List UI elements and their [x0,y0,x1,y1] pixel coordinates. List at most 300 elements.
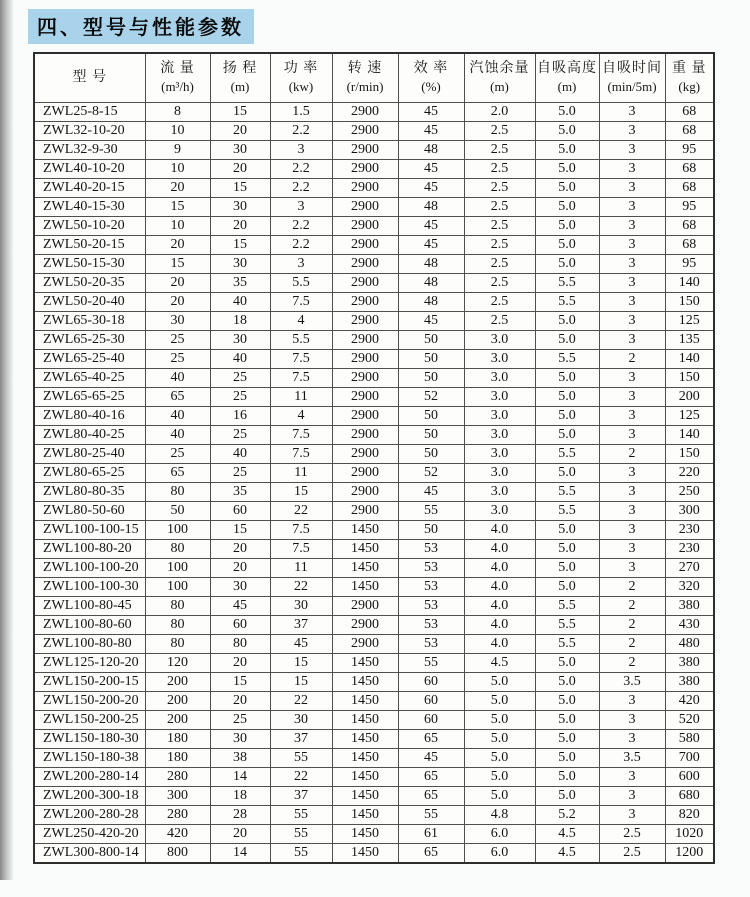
cell-head: 40 [210,445,270,464]
cell-efficiency: 60 [398,692,464,711]
cell-head: 35 [210,483,270,502]
cell-npsh: 2.5 [464,255,535,274]
cell-head: 40 [210,293,270,312]
table-row [34,255,714,274]
cell-weight: 1200 [665,844,714,864]
cell-flow-rate: 65 [145,388,210,407]
cell-weight: 68 [665,217,714,236]
cell-npsh: 2.0 [464,103,535,122]
cell-head: 14 [210,768,270,787]
cell-weight: 680 [665,787,714,806]
cell-self-priming-height: 5.0 [535,160,599,179]
cell-model: ZWL80-80-35 [34,483,145,502]
cell-flow-rate: 20 [145,274,210,293]
cell-head: 30 [210,730,270,749]
table-row [34,483,714,502]
cell-power: 7.5 [270,350,332,369]
cell-weight: 140 [665,426,714,445]
cell-npsh: 5.0 [464,749,535,768]
cell-weight: 600 [665,768,714,787]
cell-efficiency: 50 [398,426,464,445]
cell-self-priming-time: 3 [599,464,665,483]
cell-self-priming-time: 3 [599,198,665,217]
cell-efficiency: 60 [398,673,464,692]
cell-weight: 150 [665,369,714,388]
cell-model: ZWL100-80-60 [34,616,145,635]
cell-speed: 2900 [332,483,398,502]
cell-self-priming-height: 5.0 [535,654,599,673]
cell-self-priming-height: 5.0 [535,217,599,236]
cell-self-priming-height: 5.0 [535,255,599,274]
column-header [464,53,535,103]
cell-speed: 1450 [332,844,398,864]
cell-self-priming-time: 3 [599,255,665,274]
cell-self-priming-height: 5.0 [535,426,599,445]
cell-flow-rate: 20 [145,179,210,198]
column-label: 型 号 [72,69,107,85]
cell-model: ZWL200-280-14 [34,768,145,787]
cell-self-priming-height: 5.0 [535,141,599,160]
cell-npsh: 2.5 [464,293,535,312]
cell-power: 30 [270,711,332,730]
column-header [34,53,145,103]
cell-model: ZWL40-20-15 [34,179,145,198]
cell-power: 2.2 [270,179,332,198]
cell-speed: 1450 [332,521,398,540]
cell-efficiency: 52 [398,388,464,407]
cell-weight: 68 [665,160,714,179]
cell-model: ZWL80-25-40 [34,445,145,464]
cell-head: 25 [210,711,270,730]
cell-flow-rate: 80 [145,483,210,502]
cell-model: ZWL50-10-20 [34,217,145,236]
table-row [34,236,714,255]
column-label: 功 率 [283,61,319,77]
column-label: 扬 程 [222,61,258,77]
cell-model: ZWL40-10-20 [34,160,145,179]
cell-flow-rate: 200 [145,673,210,692]
cell-flow-rate: 20 [145,236,210,255]
cell-speed: 2900 [332,464,398,483]
cell-model: ZWL150-180-30 [34,730,145,749]
cell-self-priming-time: 2.5 [599,825,665,844]
cell-efficiency: 53 [398,616,464,635]
column-header [332,53,398,103]
cell-self-priming-time: 3 [599,502,665,521]
cell-head: 14 [210,844,270,864]
cell-flow-rate: 300 [145,787,210,806]
cell-flow-rate: 25 [145,350,210,369]
cell-self-priming-time: 3 [599,521,665,540]
cell-npsh: 4.5 [464,654,535,673]
cell-flow-rate: 20 [145,293,210,312]
cell-power: 5.5 [270,331,332,350]
cell-head: 15 [210,103,270,122]
cell-self-priming-height: 5.0 [535,559,599,578]
cell-self-priming-height: 5.0 [535,103,599,122]
cell-power: 22 [270,768,332,787]
cell-speed: 1450 [332,806,398,825]
cell-self-priming-height: 5.0 [535,179,599,198]
cell-self-priming-height: 5.2 [535,806,599,825]
cell-npsh: 3.0 [464,407,535,426]
cell-weight: 580 [665,730,714,749]
table-head [34,53,714,103]
cell-npsh: 2.5 [464,141,535,160]
table-row [34,217,714,236]
cell-weight: 150 [665,293,714,312]
cell-self-priming-height: 5.0 [535,236,599,255]
cell-weight: 125 [665,312,714,331]
cell-speed: 2900 [332,217,398,236]
cell-npsh: 2.5 [464,179,535,198]
cell-npsh: 3.0 [464,445,535,464]
cell-npsh: 3.0 [464,350,535,369]
cell-head: 18 [210,312,270,331]
table-row [34,426,714,445]
cell-self-priming-time: 3 [599,730,665,749]
column-header [145,53,210,103]
cell-efficiency: 50 [398,407,464,426]
cell-self-priming-height: 5.5 [535,445,599,464]
cell-self-priming-time: 3 [599,312,665,331]
cell-self-priming-height: 5.5 [535,635,599,654]
cell-self-priming-time: 2 [599,654,665,673]
cell-self-priming-height: 5.0 [535,711,599,730]
cell-efficiency: 50 [398,445,464,464]
cell-flow-rate: 280 [145,806,210,825]
cell-self-priming-time: 3 [599,559,665,578]
cell-flow-rate: 25 [145,331,210,350]
cell-speed: 1450 [332,540,398,559]
cell-power: 37 [270,787,332,806]
cell-flow-rate: 40 [145,369,210,388]
cell-npsh: 5.0 [464,673,535,692]
cell-weight: 140 [665,350,714,369]
table-row [34,464,714,483]
table-row [34,160,714,179]
cell-weight: 250 [665,483,714,502]
cell-efficiency: 55 [398,502,464,521]
cell-npsh: 4.0 [464,540,535,559]
cell-self-priming-time: 3 [599,160,665,179]
cell-self-priming-height: 5.0 [535,692,599,711]
cell-model: ZWL65-25-30 [34,331,145,350]
table-row [34,616,714,635]
table-row [34,768,714,787]
cell-efficiency: 45 [398,122,464,141]
cell-power: 7.5 [270,540,332,559]
column-label: 重 量 [672,61,707,77]
table-row [34,445,714,464]
cell-self-priming-height: 5.5 [535,502,599,521]
cell-model: ZWL100-100-20 [34,559,145,578]
cell-flow-rate: 10 [145,160,210,179]
cell-npsh: 2.5 [464,122,535,141]
cell-self-priming-time: 3 [599,217,665,236]
header-row [34,53,714,103]
cell-weight: 270 [665,559,714,578]
cell-flow-rate: 10 [145,217,210,236]
cell-head: 25 [210,426,270,445]
table-row [34,179,714,198]
cell-model: ZWL200-280-28 [34,806,145,825]
cell-model: ZWL125-120-20 [34,654,145,673]
cell-power: 7.5 [270,521,332,540]
cell-model: ZWL65-40-25 [34,369,145,388]
cell-npsh: 3.0 [464,502,535,521]
cell-flow-rate: 200 [145,692,210,711]
cell-self-priming-time: 3 [599,388,665,407]
cell-self-priming-height: 5.0 [535,198,599,217]
cell-speed: 1450 [332,825,398,844]
cell-self-priming-height: 5.0 [535,122,599,141]
cell-self-priming-height: 5.0 [535,369,599,388]
cell-model: ZWL200-300-18 [34,787,145,806]
cell-power: 15 [270,654,332,673]
cell-power: 1.5 [270,103,332,122]
cell-head: 60 [210,502,270,521]
cell-model: ZWL32-9-30 [34,141,145,160]
cell-power: 7.5 [270,293,332,312]
cell-head: 25 [210,388,270,407]
column-header [665,53,714,103]
cell-speed: 1450 [332,711,398,730]
cell-efficiency: 60 [398,711,464,730]
cell-self-priming-height: 5.0 [535,312,599,331]
cell-efficiency: 45 [398,312,464,331]
cell-efficiency: 53 [398,635,464,654]
cell-head: 40 [210,350,270,369]
cell-self-priming-time: 2 [599,578,665,597]
cell-self-priming-time: 3 [599,483,665,502]
cell-efficiency: 50 [398,331,464,350]
cell-efficiency: 65 [398,768,464,787]
cell-npsh: 5.0 [464,692,535,711]
table-row [34,578,714,597]
cell-model: ZWL32-10-20 [34,122,145,141]
cell-power: 15 [270,483,332,502]
cell-speed: 2900 [332,388,398,407]
cell-model: ZWL100-100-30 [34,578,145,597]
cell-power: 2.2 [270,236,332,255]
table-body [34,103,714,864]
cell-speed: 2900 [332,635,398,654]
cell-speed: 1450 [332,768,398,787]
scan-edge-shadow [0,0,14,880]
cell-head: 30 [210,198,270,217]
cell-power: 37 [270,730,332,749]
cell-npsh: 2.5 [464,312,535,331]
cell-weight: 1020 [665,825,714,844]
cell-efficiency: 53 [398,540,464,559]
cell-model: ZWL50-15-30 [34,255,145,274]
cell-flow-rate: 40 [145,407,210,426]
cell-self-priming-time: 2 [599,597,665,616]
cell-head: 15 [210,521,270,540]
cell-speed: 2900 [332,179,398,198]
cell-power: 2.2 [270,122,332,141]
table-row [34,198,714,217]
table-row [34,806,714,825]
table-row [34,635,714,654]
cell-self-priming-time: 3 [599,768,665,787]
cell-speed: 2900 [332,236,398,255]
cell-efficiency: 52 [398,464,464,483]
cell-model: ZWL150-200-25 [34,711,145,730]
cell-model: ZWL80-65-25 [34,464,145,483]
column-label: 自吸高度 [537,61,597,77]
cell-head: 35 [210,274,270,293]
cell-head: 15 [210,673,270,692]
cell-speed: 1450 [332,578,398,597]
table-row [34,103,714,122]
table-row [34,293,714,312]
cell-power: 22 [270,502,332,521]
cell-speed: 2900 [332,160,398,179]
column-unit: (m) [490,78,509,94]
cell-head: 18 [210,787,270,806]
performance-spec-table [33,52,715,864]
cell-self-priming-height: 5.0 [535,331,599,350]
cell-flow-rate: 120 [145,654,210,673]
table-row [34,711,714,730]
cell-efficiency: 65 [398,844,464,864]
cell-self-priming-time: 3 [599,407,665,426]
cell-self-priming-height: 5.0 [535,464,599,483]
cell-speed: 1450 [332,730,398,749]
cell-flow-rate: 180 [145,730,210,749]
cell-weight: 300 [665,502,714,521]
cell-model: ZWL80-40-25 [34,426,145,445]
cell-model: ZWL50-20-35 [34,274,145,293]
cell-head: 30 [210,331,270,350]
cell-self-priming-time: 2 [599,635,665,654]
cell-flow-rate: 180 [145,749,210,768]
cell-npsh: 3.0 [464,388,535,407]
table-row [34,369,714,388]
cell-power: 45 [270,635,332,654]
cell-speed: 2900 [332,122,398,141]
cell-self-priming-time: 3.5 [599,749,665,768]
cell-weight: 95 [665,198,714,217]
cell-efficiency: 48 [398,198,464,217]
column-unit: (m³/h) [161,78,194,94]
cell-efficiency: 45 [398,103,464,122]
column-label: 流 量 [160,61,195,77]
cell-self-priming-height: 5.0 [535,521,599,540]
table-row [34,597,714,616]
cell-model: ZWL100-80-20 [34,540,145,559]
cell-power: 5.5 [270,274,332,293]
cell-self-priming-time: 2.5 [599,844,665,864]
cell-power: 11 [270,388,332,407]
cell-weight: 68 [665,179,714,198]
cell-weight: 150 [665,445,714,464]
cell-head: 20 [210,122,270,141]
cell-head: 15 [210,179,270,198]
cell-self-priming-height: 5.0 [535,388,599,407]
cell-npsh: 5.0 [464,730,535,749]
cell-efficiency: 65 [398,730,464,749]
table-row [34,673,714,692]
cell-speed: 2900 [332,502,398,521]
column-unit: (%) [421,78,441,94]
cell-head: 20 [210,217,270,236]
cell-power: 55 [270,749,332,768]
cell-power: 7.5 [270,369,332,388]
column-label: 效 率 [413,61,449,77]
cell-head: 60 [210,616,270,635]
cell-self-priming-time: 3 [599,274,665,293]
cell-npsh: 5.0 [464,711,535,730]
table-row [34,388,714,407]
cell-power: 3 [270,141,332,160]
table-row [34,502,714,521]
cell-npsh: 6.0 [464,844,535,864]
cell-efficiency: 45 [398,160,464,179]
cell-self-priming-height: 5.0 [535,768,599,787]
cell-power: 55 [270,825,332,844]
cell-flow-rate: 30 [145,312,210,331]
cell-flow-rate: 15 [145,255,210,274]
cell-speed: 2900 [332,255,398,274]
cell-npsh: 2.5 [464,236,535,255]
cell-efficiency: 45 [398,179,464,198]
table-row [34,825,714,844]
column-header [535,53,599,103]
cell-efficiency: 50 [398,350,464,369]
cell-self-priming-time: 3 [599,122,665,141]
cell-power: 30 [270,597,332,616]
cell-flow-rate: 80 [145,616,210,635]
cell-head: 20 [210,825,270,844]
cell-model: ZWL150-180-38 [34,749,145,768]
cell-efficiency: 48 [398,255,464,274]
cell-efficiency: 65 [398,787,464,806]
cell-model: ZWL100-100-15 [34,521,145,540]
cell-weight: 200 [665,388,714,407]
cell-self-priming-height: 5.5 [535,274,599,293]
cell-speed: 2900 [332,350,398,369]
table-row [34,407,714,426]
cell-flow-rate: 40 [145,426,210,445]
cell-weight: 420 [665,692,714,711]
table-row [34,730,714,749]
cell-flow-rate: 800 [145,844,210,864]
cell-self-priming-height: 5.5 [535,293,599,312]
table-row [34,350,714,369]
cell-weight: 140 [665,274,714,293]
column-unit: (kw) [288,78,314,94]
cell-power: 3 [270,255,332,274]
cell-power: 7.5 [270,445,332,464]
cell-power: 11 [270,464,332,483]
cell-head: 30 [210,578,270,597]
cell-model: ZWL250-420-20 [34,825,145,844]
cell-power: 11 [270,559,332,578]
table-row [34,521,714,540]
cell-model: ZWL50-20-40 [34,293,145,312]
table-row [34,692,714,711]
cell-efficiency: 50 [398,521,464,540]
column-unit: (kg) [678,78,701,94]
cell-npsh: 6.0 [464,825,535,844]
cell-self-priming-time: 3 [599,369,665,388]
cell-npsh: 2.5 [464,160,535,179]
cell-model: ZWL65-65-25 [34,388,145,407]
cell-head: 20 [210,559,270,578]
